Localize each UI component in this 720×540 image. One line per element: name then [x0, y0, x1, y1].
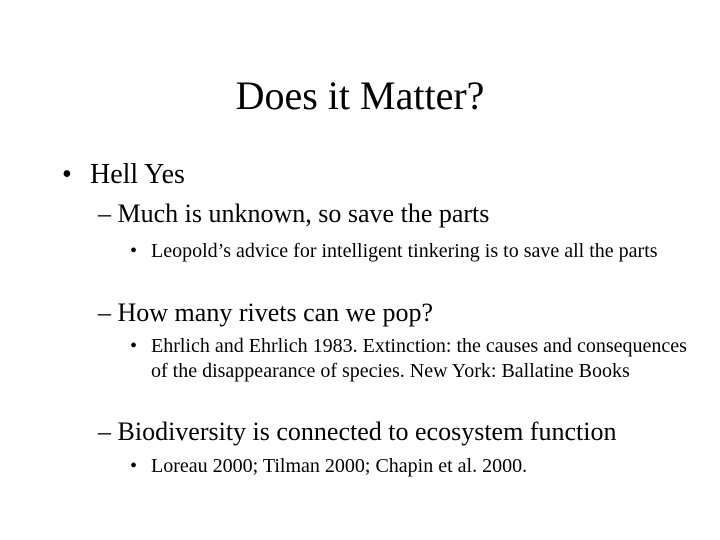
sub-point-1-detail-text: Leopold’s advice for intelligent tinkering is to save all the parts [151, 240, 658, 262]
sub-point-3: – Biodiversity is connected to ecosystem function [98, 417, 617, 446]
sub-point-2: – How many rivets can we pop? [98, 298, 434, 327]
sub-point-3-detail [130, 454, 690, 479]
bullet-icon: • [130, 455, 138, 477]
bullet-icon: • [130, 240, 138, 262]
bullet-icon: • [130, 335, 138, 357]
sub-point-2-detail-text: Ehrlich and Ehrlich 1983. Extinction: the causes and consequences of the disappearance of species. New York: Ballatine Books [151, 335, 687, 382]
sub-point-1-detail [130, 239, 690, 264]
main-point-text: Hell Yes [90, 159, 185, 190]
bullet-icon: • [62, 159, 72, 190]
sub-point-2-detail [130, 334, 690, 384]
sub-point-3-detail-text: Loreau 2000; Tilman 2000; Chapin et al. 2000. [151, 455, 528, 477]
slide-title: Does it Matter? [235, 73, 485, 118]
sub-point-1: – Much is unknown, so save the parts [98, 199, 490, 228]
